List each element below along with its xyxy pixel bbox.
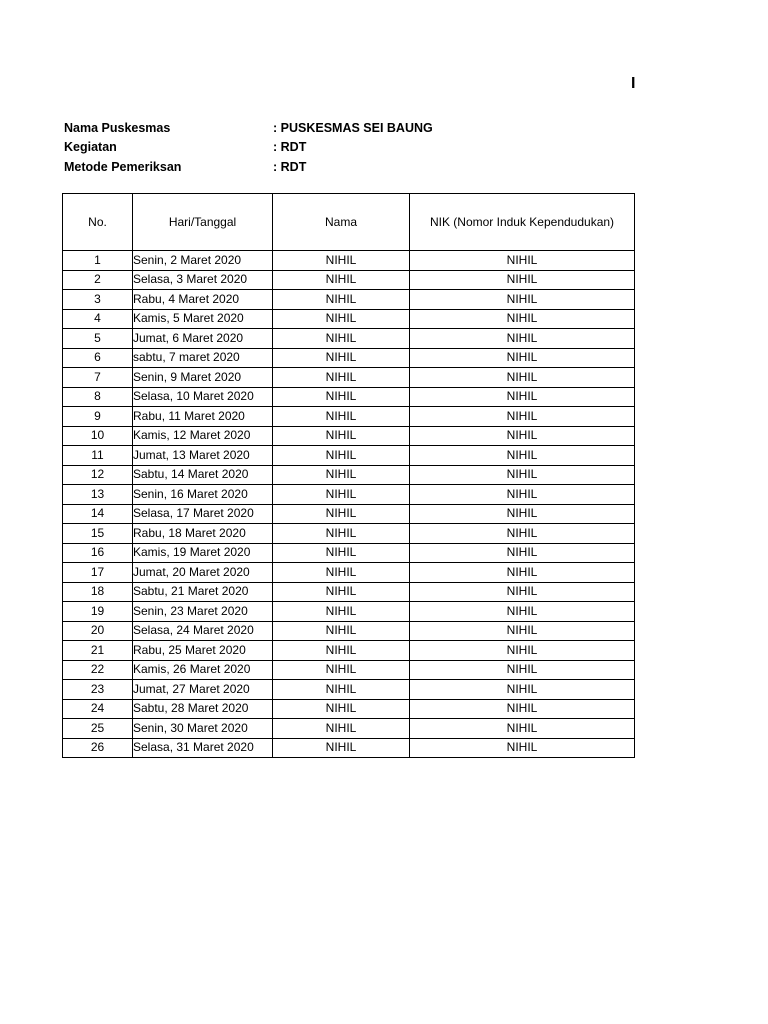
cell-date: Selasa, 10 Maret 2020 bbox=[133, 387, 273, 407]
header-value: : RDT bbox=[273, 159, 307, 174]
table-row bbox=[63, 524, 635, 544]
cell-name: NIHIL bbox=[273, 251, 410, 271]
cell-nik: NIHIL bbox=[410, 738, 635, 758]
page-mark: I bbox=[631, 75, 636, 92]
cell-date: Jumat, 13 Maret 2020 bbox=[133, 446, 273, 466]
cell-nik: NIHIL bbox=[410, 485, 635, 505]
header-value: : PUSKESMAS SEI BAUNG bbox=[273, 120, 433, 135]
table-row bbox=[63, 290, 635, 310]
cell-nik: NIHIL bbox=[410, 465, 635, 485]
header-label: Metode Pemeriksan bbox=[64, 159, 182, 174]
cell-date: sabtu, 7 maret 2020 bbox=[133, 348, 273, 368]
header-row-puskesmas bbox=[64, 118, 584, 138]
cell-no: 19 bbox=[63, 602, 133, 622]
cell-no: 26 bbox=[63, 738, 133, 758]
cell-name: NIHIL bbox=[273, 426, 410, 446]
cell-nik: NIHIL bbox=[410, 621, 635, 641]
header-value: : RDT bbox=[273, 140, 307, 155]
table-row bbox=[63, 621, 635, 641]
cell-date: Kamis, 12 Maret 2020 bbox=[133, 426, 273, 446]
cell-date: Senin, 23 Maret 2020 bbox=[133, 602, 273, 622]
cell-date: Sabtu, 14 Maret 2020 bbox=[133, 465, 273, 485]
cell-no: 8 bbox=[63, 387, 133, 407]
cell-nik: NIHIL bbox=[410, 387, 635, 407]
header-label: Nama Puskesmas bbox=[64, 120, 171, 135]
table-row bbox=[63, 680, 635, 700]
cell-name: NIHIL bbox=[273, 602, 410, 622]
table-row bbox=[63, 348, 635, 368]
table-row bbox=[63, 719, 635, 739]
cell-name: NIHIL bbox=[273, 504, 410, 524]
column-header-nik: NIK (Nomor Induk Kependudukan) bbox=[410, 194, 635, 251]
cell-name: NIHIL bbox=[273, 563, 410, 583]
cell-name: NIHIL bbox=[273, 270, 410, 290]
cell-date: Sabtu, 21 Maret 2020 bbox=[133, 582, 273, 602]
cell-name: NIHIL bbox=[273, 621, 410, 641]
cell-nik: NIHIL bbox=[410, 699, 635, 719]
cell-nik: NIHIL bbox=[410, 251, 635, 271]
cell-name: NIHIL bbox=[273, 738, 410, 758]
cell-name: NIHIL bbox=[273, 582, 410, 602]
cell-date: Rabu, 4 Maret 2020 bbox=[133, 290, 273, 310]
table-row bbox=[63, 446, 635, 466]
cell-date: Senin, 16 Maret 2020 bbox=[133, 485, 273, 505]
cell-nik: NIHIL bbox=[410, 270, 635, 290]
cell-no: 15 bbox=[63, 524, 133, 544]
cell-date: Rabu, 25 Maret 2020 bbox=[133, 641, 273, 661]
cell-date: Senin, 2 Maret 2020 bbox=[133, 251, 273, 271]
table-row bbox=[63, 543, 635, 563]
table-row bbox=[63, 407, 635, 427]
table-body bbox=[63, 251, 635, 758]
cell-name: NIHIL bbox=[273, 524, 410, 544]
cell-nik: NIHIL bbox=[410, 543, 635, 563]
table-row bbox=[63, 485, 635, 505]
table-row bbox=[63, 309, 635, 329]
cell-name: NIHIL bbox=[273, 680, 410, 700]
cell-nik: NIHIL bbox=[410, 290, 635, 310]
cell-date: Senin, 9 Maret 2020 bbox=[133, 368, 273, 388]
column-header-date: Hari/Tanggal bbox=[133, 194, 273, 251]
table-row bbox=[63, 602, 635, 622]
cell-no: 12 bbox=[63, 465, 133, 485]
table-row bbox=[63, 660, 635, 680]
column-header-no: No. bbox=[63, 194, 133, 251]
cell-date: Jumat, 20 Maret 2020 bbox=[133, 563, 273, 583]
cell-name: NIHIL bbox=[273, 387, 410, 407]
cell-date: Rabu, 11 Maret 2020 bbox=[133, 407, 273, 427]
cell-name: NIHIL bbox=[273, 348, 410, 368]
cell-date: Senin, 30 Maret 2020 bbox=[133, 719, 273, 739]
table-row bbox=[63, 699, 635, 719]
cell-nik: NIHIL bbox=[410, 329, 635, 349]
cell-name: NIHIL bbox=[273, 407, 410, 427]
header-label: Kegiatan bbox=[64, 140, 117, 155]
cell-no: 18 bbox=[63, 582, 133, 602]
cell-date: Selasa, 24 Maret 2020 bbox=[133, 621, 273, 641]
cell-no: 17 bbox=[63, 563, 133, 583]
table-row bbox=[63, 563, 635, 583]
cell-no: 3 bbox=[63, 290, 133, 310]
cell-date: Selasa, 31 Maret 2020 bbox=[133, 738, 273, 758]
cell-name: NIHIL bbox=[273, 309, 410, 329]
cell-name: NIHIL bbox=[273, 446, 410, 466]
cell-nik: NIHIL bbox=[410, 407, 635, 427]
table-row bbox=[63, 251, 635, 271]
table-row bbox=[63, 368, 635, 388]
cell-nik: NIHIL bbox=[410, 719, 635, 739]
cell-nik: NIHIL bbox=[410, 348, 635, 368]
cell-date: Jumat, 27 Maret 2020 bbox=[133, 680, 273, 700]
cell-name: NIHIL bbox=[273, 719, 410, 739]
cell-nik: NIHIL bbox=[410, 446, 635, 466]
table-row bbox=[63, 738, 635, 758]
cell-no: 16 bbox=[63, 543, 133, 563]
cell-name: NIHIL bbox=[273, 660, 410, 680]
column-header-name: Nama bbox=[273, 194, 410, 251]
cell-no: 23 bbox=[63, 680, 133, 700]
cell-no: 25 bbox=[63, 719, 133, 739]
cell-no: 11 bbox=[63, 446, 133, 466]
cell-no: 7 bbox=[63, 368, 133, 388]
cell-nik: NIHIL bbox=[410, 602, 635, 622]
cell-no: 9 bbox=[63, 407, 133, 427]
cell-name: NIHIL bbox=[273, 329, 410, 349]
cell-nik: NIHIL bbox=[410, 524, 635, 544]
cell-no: 4 bbox=[63, 309, 133, 329]
cell-nik: NIHIL bbox=[410, 309, 635, 329]
table-row bbox=[63, 270, 635, 290]
cell-no: 22 bbox=[63, 660, 133, 680]
cell-nik: NIHIL bbox=[410, 660, 635, 680]
cell-no: 1 bbox=[63, 251, 133, 271]
table-row bbox=[63, 387, 635, 407]
cell-date: Jumat, 6 Maret 2020 bbox=[133, 329, 273, 349]
cell-nik: NIHIL bbox=[410, 504, 635, 524]
cell-date: Kamis, 5 Maret 2020 bbox=[133, 309, 273, 329]
document-header bbox=[64, 118, 584, 177]
table-header-row bbox=[63, 194, 635, 251]
cell-date: Selasa, 3 Maret 2020 bbox=[133, 270, 273, 290]
header-row-kegiatan bbox=[64, 138, 584, 158]
cell-no: 20 bbox=[63, 621, 133, 641]
table-row bbox=[63, 504, 635, 524]
table-row bbox=[63, 465, 635, 485]
cell-no: 21 bbox=[63, 641, 133, 661]
cell-no: 2 bbox=[63, 270, 133, 290]
header-row-metode bbox=[64, 157, 584, 177]
cell-no: 10 bbox=[63, 426, 133, 446]
table-row bbox=[63, 582, 635, 602]
cell-date: Selasa, 17 Maret 2020 bbox=[133, 504, 273, 524]
examination-table bbox=[62, 193, 635, 758]
cell-name: NIHIL bbox=[273, 641, 410, 661]
cell-nik: NIHIL bbox=[410, 641, 635, 661]
cell-name: NIHIL bbox=[273, 543, 410, 563]
cell-nik: NIHIL bbox=[410, 426, 635, 446]
cell-date: Rabu, 18 Maret 2020 bbox=[133, 524, 273, 544]
cell-nik: NIHIL bbox=[410, 680, 635, 700]
cell-no: 5 bbox=[63, 329, 133, 349]
cell-name: NIHIL bbox=[273, 290, 410, 310]
cell-no: 13 bbox=[63, 485, 133, 505]
table-row bbox=[63, 426, 635, 446]
cell-date: Sabtu, 28 Maret 2020 bbox=[133, 699, 273, 719]
table-row bbox=[63, 641, 635, 661]
cell-no: 14 bbox=[63, 504, 133, 524]
cell-date: Kamis, 26 Maret 2020 bbox=[133, 660, 273, 680]
cell-no: 6 bbox=[63, 348, 133, 368]
cell-name: NIHIL bbox=[273, 485, 410, 505]
cell-nik: NIHIL bbox=[410, 563, 635, 583]
cell-name: NIHIL bbox=[273, 465, 410, 485]
cell-name: NIHIL bbox=[273, 368, 410, 388]
table-row bbox=[63, 329, 635, 349]
cell-no: 24 bbox=[63, 699, 133, 719]
cell-nik: NIHIL bbox=[410, 582, 635, 602]
cell-name: NIHIL bbox=[273, 699, 410, 719]
cell-date: Kamis, 19 Maret 2020 bbox=[133, 543, 273, 563]
cell-nik: NIHIL bbox=[410, 368, 635, 388]
